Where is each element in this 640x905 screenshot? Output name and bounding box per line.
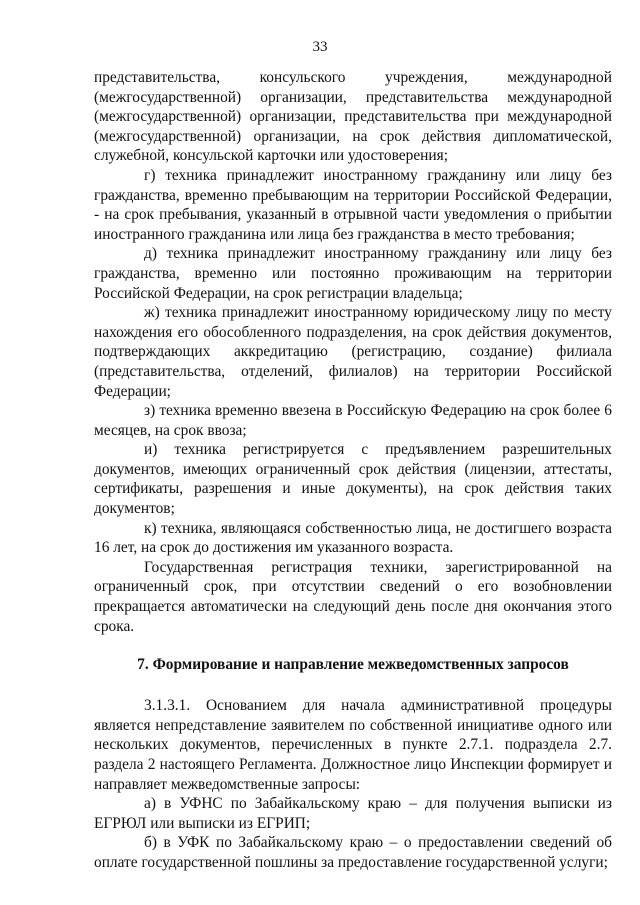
paragraph-item-k: к) техника, являющаяся собственностью лица, не достигшего возраста 16 лет, на срок до достижения им указанного возраста. (94, 519, 612, 557)
paragraph-item-g: г) техника принадлежит иностранному гражданину или лицу без гражданства, временно пребывающим на территории Российской Федерации, - на срок пребывания, указанный в отрывной части уведомления о прибытии иностранного гражданина или лица без гражданства в место требования; (94, 166, 612, 243)
paragraph-item-b: б) в УФК по Забайкальскому краю – о предоставлении сведений об оплате государственной пошлины за предоставление государственной услуги; (94, 834, 612, 871)
section-heading: 7. Формирование и направление межведомственных запросов (137, 656, 569, 674)
paragraph-item-zh: ж) техника принадлежит иностранному юридическому лицу по месту нахождения его обособленного подразделения, на срок действия документов, подтверждающих аккредитацию (регистрацию, создание) филиала (представительства, отделений, филиалов) на территории Российской Федерации; (94, 304, 612, 400)
paragraph-continuation: представительства, консульского учреждения, международной (межгосударственной) организации, представительства международной (межгосударственной) организации, представительства при международной (межгосударственной) организации, на срок действия дипломатической, служебной, консульской карточки или удостоверения; (94, 69, 612, 165)
document-body (94, 68, 612, 873)
paragraph-3-1-3-1: 3.1.3.1. Основанием для начала административной процедуры является непредставление заявителем по собственной инициативе одного или нескольких документов, перечисленных в пункте 2.7.1. подраздела 2.7. раздела 2 настоящего Регламента. Должностное лицо Инспекции формирует и направляет межведомственные запросы: (94, 697, 612, 793)
paragraph-termination: Государственная регистрация техники, зарегистрированной на ограниченный срок, при отсутствии сведений о его возобновлении прекращается автоматически на следующий день после дня окончания этого срока. (94, 558, 612, 635)
page-number: 33 (312, 39, 328, 55)
paragraph-item-d: д) техника принадлежит иностранному гражданину или лицу без гражданства, временно или постоянно проживающим на территории Российской Федерации, на срок регистрации владельца; (94, 245, 612, 302)
paragraph-item-z: з) техника временно ввезена в Российскую Федерацию на срок более 6 месяцев, на срок ввоза; (94, 402, 612, 439)
paragraph-item-a: а) в УФНС по Забайкальскому краю – для получения выписки из ЕГРЮЛ или выписки из ЕГРИП; (94, 795, 612, 832)
paragraph-item-i: и) техника регистрируется с предъявлением разрешительных документов, имеющих ограниченный срок действия (лицензии, аттестаты, сертификаты, разрешения и иные документы), на срок действия таких документов; (94, 441, 612, 518)
paragraphs-after (94, 696, 612, 872)
paragraphs-before (94, 68, 612, 636)
